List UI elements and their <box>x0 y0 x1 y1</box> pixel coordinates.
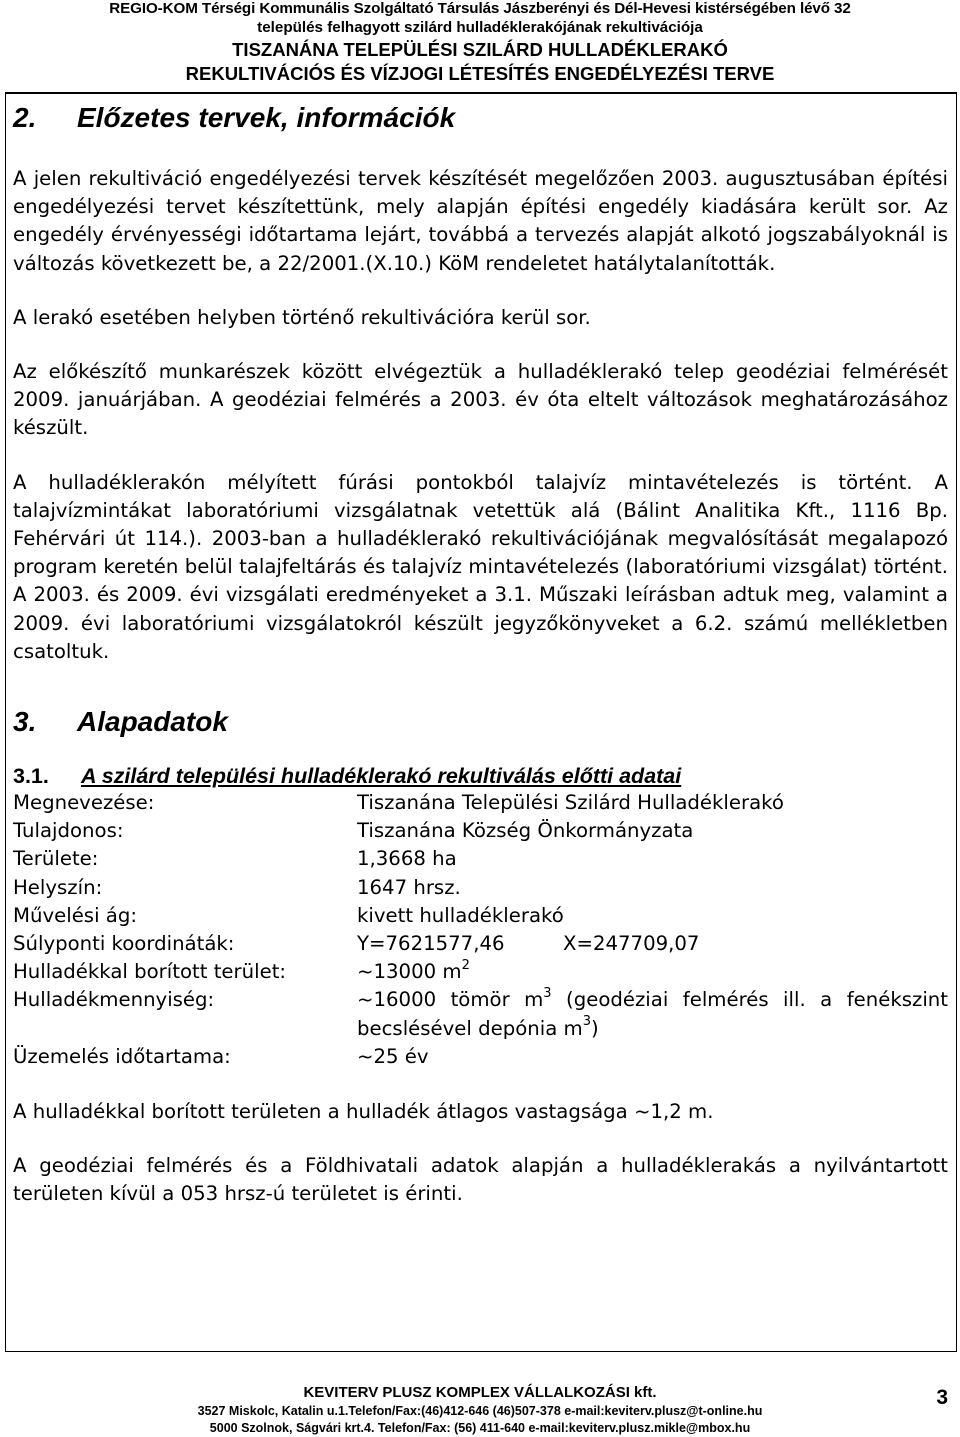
row-value <box>357 986 948 1042</box>
section-number: 3. <box>13 706 37 738</box>
header-line-1: REGIO-KOM Térségi Kommunális Szolgáltató Társulás Jászberényi és Dél-Hevesi kistérségében lévő 32 <box>109 0 851 17</box>
subsection-3-1-heading <box>13 764 948 789</box>
page-footer <box>0 1383 960 1437</box>
superscript: 3 <box>582 1014 592 1030</box>
site-data-row <box>13 845 948 873</box>
paragraph: A geodéziai felmérés és a Földhivatali adatok alapján a hulladéklerakás a nyilvántartott területen kívül a 053 hrsz-ú területet is érinti. <box>13 1154 948 1206</box>
paragraph: A jelen rekultiváció engedélyezési tervek készítését megelőzően 2003. augusztusában építési engedélyezési tervet készítettünk, mely alapján építési engedély kiadására került sor. Az engedély érvényességi időtartama lejárt, továbbá a tervezés alapját alkotó jogszabályoknál is változás következett be, a 22/2001.(X.10.) KöM rendeletet hatálytalanították. <box>13 167 948 275</box>
superscript: 3 <box>543 985 552 1001</box>
row-label: Művelési ág: <box>13 903 137 927</box>
document-body <box>13 100 948 1209</box>
row-label: Hulladékmennyiség: <box>13 988 215 1012</box>
footer-address-1: 3527 Miskolc, Katalin u.1.Telefon/Fax:(46)412-646 (46)507-378 e-mail:keviterv.plusz@t-online.hu <box>197 1404 763 1418</box>
row-label: Megnevezése: <box>13 791 155 815</box>
row-label: Helyszín: <box>13 875 103 899</box>
site-data-row <box>13 986 948 1042</box>
row-value: 1,3668 ha <box>357 847 457 871</box>
area-value: ~13000 m <box>357 960 462 984</box>
footer-address-2: 5000 Szolnok, Ságvári krt.4. Telefon/Fax: (56) 411-640 e-mail:keviterv.plusz.mikle@mbox.hu <box>209 1421 751 1435</box>
site-data-list <box>13 789 948 1071</box>
site-data-row <box>13 930 948 958</box>
site-data-row <box>13 789 948 817</box>
superscript: 2 <box>461 957 470 973</box>
section-2-heading <box>13 102 948 134</box>
row-value: kivett hulladéklerakó <box>357 903 564 927</box>
volume-note: (geodéziai felmérés ill. a fenékszint becslésével depónia m <box>357 988 948 1040</box>
subsection-title: A szilárd települési hulladéklerakó rekultiválás előtti adatai <box>81 764 682 789</box>
row-value <box>357 958 948 986</box>
site-data-row <box>13 902 948 930</box>
header-line-2: település felhagyott szilárd hulladéklerakójának rekultivációja <box>257 19 703 36</box>
coordinate-y: Y=7621577,46 <box>357 932 505 956</box>
row-value: Tiszanána Község Önkormányzata <box>357 819 694 843</box>
volume-note-end: ) <box>591 1016 599 1040</box>
paragraph: A hulladékkal borított területen a hulladék átlagos vastagsága ~1,2 m. <box>13 1100 714 1124</box>
section-title: Előzetes tervek, információk <box>77 102 456 133</box>
subsection-number: 3.1. <box>13 764 49 789</box>
site-data-row <box>13 874 948 902</box>
coordinate-x: X=247709,07 <box>563 932 700 956</box>
section-3-heading <box>13 706 948 738</box>
section-title: Alapadatok <box>77 706 228 738</box>
row-value: 1647 hrsz. <box>357 875 461 899</box>
section-number: 2. <box>13 102 37 133</box>
row-label: Hulladékkal borított terület: <box>13 960 287 984</box>
paragraph: A hulladéklerakón mélyített fúrási pontokból talajvíz mintavételezés is történt. A talajvízmintákat laboratóriumi vizsgálatnak vetettük alá (Bálint Analitika Kft., 1116 Bp. Fehérvári út 114.). 2003-ban a hulladéklerakó rekultivációjának megvalósítását megalapozó program keretén belül talajfeltárás és talajvíz mintavételezés (laboratóriumi vizsgálat) történt. A 2003. és 2009. évi vizsgálati eredményeket a 3.1. Műszaki leírásban adtuk meg, valamint a 2009. évi laboratóriumi vizsgálatokról készült jegyzőkönyveket a 6.2. számú mellékletben csatoltuk. <box>13 470 948 663</box>
volume-value: ~16000 tömör m <box>357 988 544 1012</box>
footer-company: KEVITERV PLUSZ KOMPLEX VÁLLALKOZÁSI kft. <box>303 1384 657 1401</box>
page-header <box>0 0 960 86</box>
row-value <box>357 930 948 958</box>
paragraph: Az előkészítő munkarészek között elvégeztük a hulladéklerakó telep geodéziai felmérését 2009. januárjában. A geodéziai felmérés a 2003. év óta eltelt változások meghatározásához készült. <box>13 360 948 440</box>
paragraph: A lerakó esetében helyben történő rekultivációra kerül sor. <box>13 305 591 329</box>
row-label: Tulajdonos: <box>13 819 124 843</box>
row-label: Területe: <box>13 847 99 871</box>
site-data-row <box>13 958 948 986</box>
site-data-row <box>13 1043 948 1071</box>
row-label: Súlyponti koordináták: <box>13 932 235 956</box>
site-data-row <box>13 817 948 845</box>
header-line-4: REKULTIVÁCIÓS ÉS VÍZJOGI LÉTESÍTÉS ENGEDÉLYEZÉSI TERVE <box>185 63 775 84</box>
row-label: Üzemelés időtartama: <box>13 1044 231 1068</box>
row-value: ~25 év <box>357 1044 429 1068</box>
row-value: Tiszanána Települési Szilárd Hulladéklerakó <box>357 791 784 815</box>
header-line-3: TISZANÁNA TELEPÜLÉSI SZILÁRD HULLADÉKLERAKÓ <box>232 39 728 60</box>
page-number: 3 <box>936 1386 948 1409</box>
